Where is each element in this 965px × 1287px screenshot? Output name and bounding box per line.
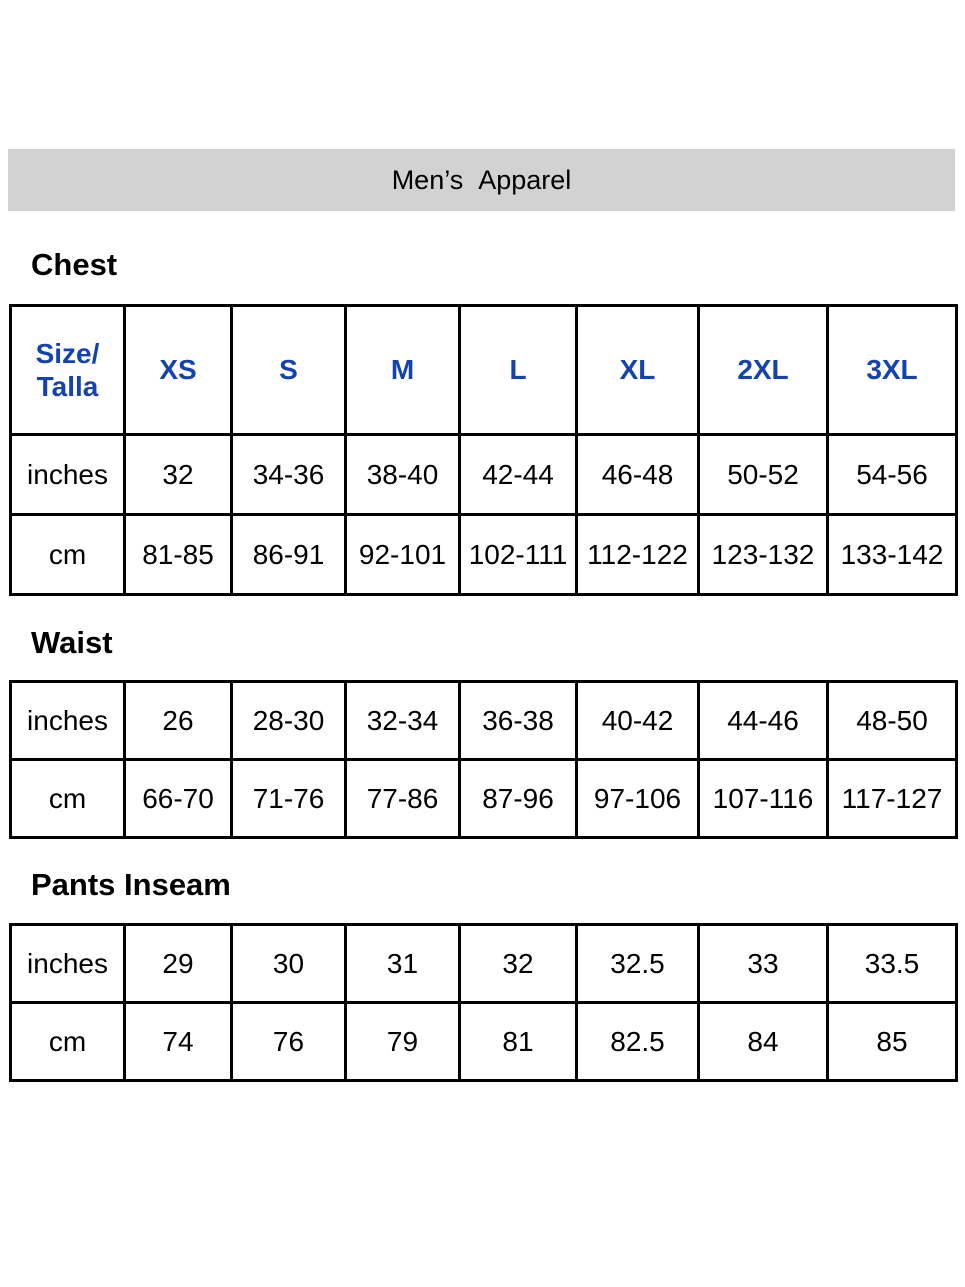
value-cell: 36-38 bbox=[460, 682, 577, 760]
value-cell: 32.5 bbox=[577, 925, 699, 1003]
value-cell: 84 bbox=[699, 1003, 828, 1081]
pants-inseam-section-heading: Pants Inseam bbox=[31, 867, 231, 902]
size-header-xs: XS bbox=[125, 306, 232, 435]
row-label-inches: inches bbox=[11, 682, 125, 760]
size-header-s: S bbox=[232, 306, 346, 435]
chest-header-row bbox=[11, 306, 957, 435]
value-cell: 71-76 bbox=[232, 760, 346, 838]
value-cell: 117-127 bbox=[828, 760, 957, 838]
value-cell: 112-122 bbox=[577, 515, 699, 595]
value-cell: 40-42 bbox=[577, 682, 699, 760]
value-cell: 38-40 bbox=[346, 435, 460, 515]
row-label-cm: cm bbox=[11, 1003, 125, 1081]
value-cell: 76 bbox=[232, 1003, 346, 1081]
value-cell: 86-91 bbox=[232, 515, 346, 595]
value-cell: 30 bbox=[232, 925, 346, 1003]
size-header-2xl: 2XL bbox=[699, 306, 828, 435]
row-label-inches: inches bbox=[11, 435, 125, 515]
value-cell: 81 bbox=[460, 1003, 577, 1081]
waist-inches-row bbox=[11, 682, 957, 760]
page-title: Men’s Apparel bbox=[391, 164, 572, 195]
row-label-cm: cm bbox=[11, 515, 125, 595]
value-cell: 77-86 bbox=[346, 760, 460, 838]
value-cell: 46-48 bbox=[577, 435, 699, 515]
value-cell: 66-70 bbox=[125, 760, 232, 838]
value-cell: 34-36 bbox=[232, 435, 346, 515]
size-header-m: M bbox=[346, 306, 460, 435]
value-cell: 92-101 bbox=[346, 515, 460, 595]
value-cell: 29 bbox=[125, 925, 232, 1003]
size-header-3xl: 3XL bbox=[828, 306, 957, 435]
size-label: Size/ bbox=[35, 338, 100, 369]
row-label-inches: inches bbox=[11, 925, 125, 1003]
chest-cm-row bbox=[11, 515, 957, 595]
value-cell: 74 bbox=[125, 1003, 232, 1081]
title-bar bbox=[8, 149, 955, 211]
value-cell: 31 bbox=[346, 925, 460, 1003]
value-cell: 87-96 bbox=[460, 760, 577, 838]
chest-inches-row bbox=[11, 435, 957, 515]
value-cell: 102-111 bbox=[460, 515, 577, 595]
value-cell: 32 bbox=[460, 925, 577, 1003]
value-cell: 82.5 bbox=[577, 1003, 699, 1081]
value-cell: 133-142 bbox=[828, 515, 957, 595]
value-cell: 79 bbox=[346, 1003, 460, 1081]
waist-section-heading: Waist bbox=[31, 625, 113, 660]
size-header-l: L bbox=[460, 306, 577, 435]
value-cell: 44-46 bbox=[699, 682, 828, 760]
value-cell: 97-106 bbox=[577, 760, 699, 838]
value-cell: 28-30 bbox=[232, 682, 346, 760]
pants-cm-row bbox=[11, 1003, 957, 1081]
talla-label: Talla bbox=[36, 371, 99, 402]
value-cell: 32 bbox=[125, 435, 232, 515]
value-cell: 50-52 bbox=[699, 435, 828, 515]
size-talla-label-cell bbox=[11, 306, 125, 435]
pants-inches-row bbox=[11, 925, 957, 1003]
value-cell: 81-85 bbox=[125, 515, 232, 595]
chest-table bbox=[9, 304, 958, 596]
value-cell: 48-50 bbox=[828, 682, 957, 760]
value-cell: 42-44 bbox=[460, 435, 577, 515]
value-cell: 33 bbox=[699, 925, 828, 1003]
value-cell: 85 bbox=[828, 1003, 957, 1081]
row-label-cm: cm bbox=[11, 760, 125, 838]
value-cell: 107-116 bbox=[699, 760, 828, 838]
value-cell: 123-132 bbox=[699, 515, 828, 595]
value-cell: 32-34 bbox=[346, 682, 460, 760]
value-cell: 33.5 bbox=[828, 925, 957, 1003]
waist-cm-row bbox=[11, 760, 957, 838]
value-cell: 54-56 bbox=[828, 435, 957, 515]
size-header-xl: XL bbox=[577, 306, 699, 435]
waist-table bbox=[9, 680, 958, 839]
value-cell: 26 bbox=[125, 682, 232, 760]
chest-section-heading: Chest bbox=[31, 247, 118, 282]
pants-inseam-table bbox=[9, 923, 958, 1082]
